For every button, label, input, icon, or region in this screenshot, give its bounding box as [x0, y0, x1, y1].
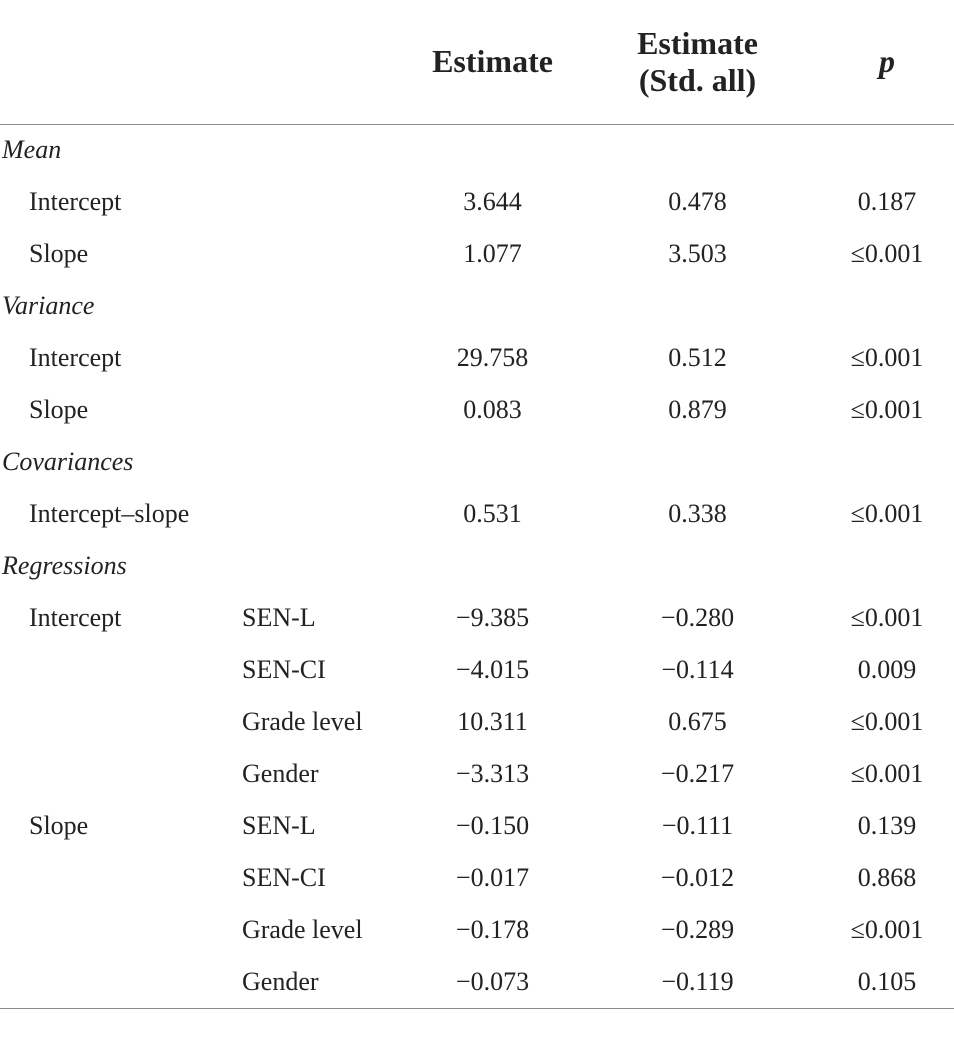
cell-p-value: 0.187: [857, 187, 917, 217]
cell-estimate: −0.073: [410, 956, 575, 1008]
row-label: [0, 644, 240, 696]
row-label: Slope: [29, 811, 89, 841]
header-estimate-std-line1: Estimate: [637, 24, 758, 61]
row-label: [0, 696, 240, 748]
table-row: [0, 852, 954, 904]
row-predictor: SEN-CI: [242, 655, 326, 685]
table-row: [0, 176, 954, 228]
cell-estimate-std: −0.280: [660, 603, 735, 633]
row-predictor: SEN-CI: [242, 863, 326, 893]
cell-estimate-std: 0.512: [668, 343, 727, 373]
row-label: [0, 904, 240, 956]
table-body: [0, 124, 954, 1008]
cell-estimate-std: −0.111: [661, 811, 734, 841]
table-row: [0, 228, 954, 280]
table-row: [0, 748, 954, 800]
cell-p-value: 0.139: [857, 811, 917, 841]
cell-estimate-std: −0.012: [660, 863, 735, 893]
row-label: [0, 956, 240, 1008]
header-blank-predictor: [240, 0, 410, 124]
row-predictor: Grade level: [242, 707, 363, 737]
cell-estimate: −3.313: [455, 759, 530, 789]
table-row: [0, 384, 954, 436]
cell-p-value: ≤0.001: [850, 707, 924, 737]
row-predictor: [240, 384, 410, 436]
row-predictor: [240, 228, 410, 280]
cell-estimate: −0.178: [455, 915, 530, 945]
header-estimate: Estimate: [410, 0, 575, 124]
row-predictor: Grade level: [242, 915, 363, 945]
row-label: Intercept: [29, 343, 122, 373]
cell-estimate-std: 0.879: [668, 395, 727, 425]
cell-p-value: ≤0.001: [850, 603, 924, 633]
cell-estimate-std: 0.478: [668, 187, 727, 217]
row-label: [0, 748, 240, 800]
cell-estimate: 3.644: [463, 187, 522, 217]
cell-p-value: ≤0.001: [850, 759, 924, 789]
cell-p-value: 0.105: [820, 956, 954, 1008]
section-row-variance: [0, 280, 954, 332]
cell-estimate: −9.385: [455, 603, 530, 633]
section-row-regressions: [0, 540, 954, 592]
cell-p-value: ≤0.001: [850, 915, 924, 945]
cell-p-value: 0.009: [857, 655, 917, 685]
cell-estimate-std: 0.675: [668, 707, 727, 737]
row-predictor: Gender: [242, 759, 319, 789]
cell-estimate: −0.150: [455, 811, 530, 841]
section-label-regressions: Regressions: [2, 551, 127, 581]
row-label: Intercept: [29, 603, 122, 633]
cell-estimate-std: −0.119: [575, 956, 820, 1008]
section-row-covariances: [0, 436, 954, 488]
cell-estimate-std: −0.114: [661, 655, 734, 685]
cell-estimate: 10.311: [457, 707, 528, 737]
table-row: [0, 644, 954, 696]
cell-estimate: 0.083: [463, 395, 522, 425]
cell-estimate: −4.015: [455, 655, 530, 685]
row-label: Slope: [29, 395, 89, 425]
cell-estimate-std: −0.217: [660, 759, 735, 789]
table-row: [0, 904, 954, 956]
row-label: Slope: [29, 239, 89, 269]
row-predictor: SEN-L: [242, 603, 316, 633]
section-label-mean: Mean: [2, 135, 62, 165]
cell-estimate: −0.017: [455, 863, 530, 893]
row-label: Intercept: [29, 187, 122, 217]
cell-estimate-std: 3.503: [668, 239, 727, 269]
row-predictor: [240, 176, 410, 228]
cell-estimate-std: 0.338: [668, 499, 727, 529]
cell-estimate: 29.758: [456, 343, 529, 373]
table-row: [0, 696, 954, 748]
table-row: [0, 488, 954, 540]
header-p-value: p: [820, 0, 954, 124]
header-row: [0, 0, 954, 124]
header-blank-label: [0, 0, 240, 124]
row-label: [0, 852, 240, 904]
header-estimate-std: [575, 0, 820, 124]
cell-p-value: ≤0.001: [850, 395, 924, 425]
cell-estimate: 0.531: [463, 499, 522, 529]
table-row: [0, 332, 954, 384]
table-header: [0, 0, 954, 124]
section-label-variance: Variance: [2, 291, 95, 321]
row-label: Intercept–slope: [29, 499, 190, 529]
header-estimate-std-line2: (Std. all): [638, 61, 757, 98]
cell-estimate-std: −0.289: [660, 915, 735, 945]
section-label-covariances: Covariances: [2, 447, 134, 477]
cell-p-value: ≤0.001: [850, 239, 924, 269]
table-row: [0, 800, 954, 852]
row-predictor: Gender: [240, 956, 410, 1008]
row-predictor: [240, 332, 410, 384]
cell-p-value: ≤0.001: [850, 499, 924, 529]
cell-p-value: ≤0.001: [850, 343, 924, 373]
table-row: [0, 592, 954, 644]
cell-p-value: 0.868: [857, 863, 917, 893]
row-predictor: SEN-L: [242, 811, 316, 841]
table-row: [0, 956, 954, 1008]
section-row-mean: [0, 124, 954, 176]
cell-estimate: 1.077: [463, 239, 522, 269]
